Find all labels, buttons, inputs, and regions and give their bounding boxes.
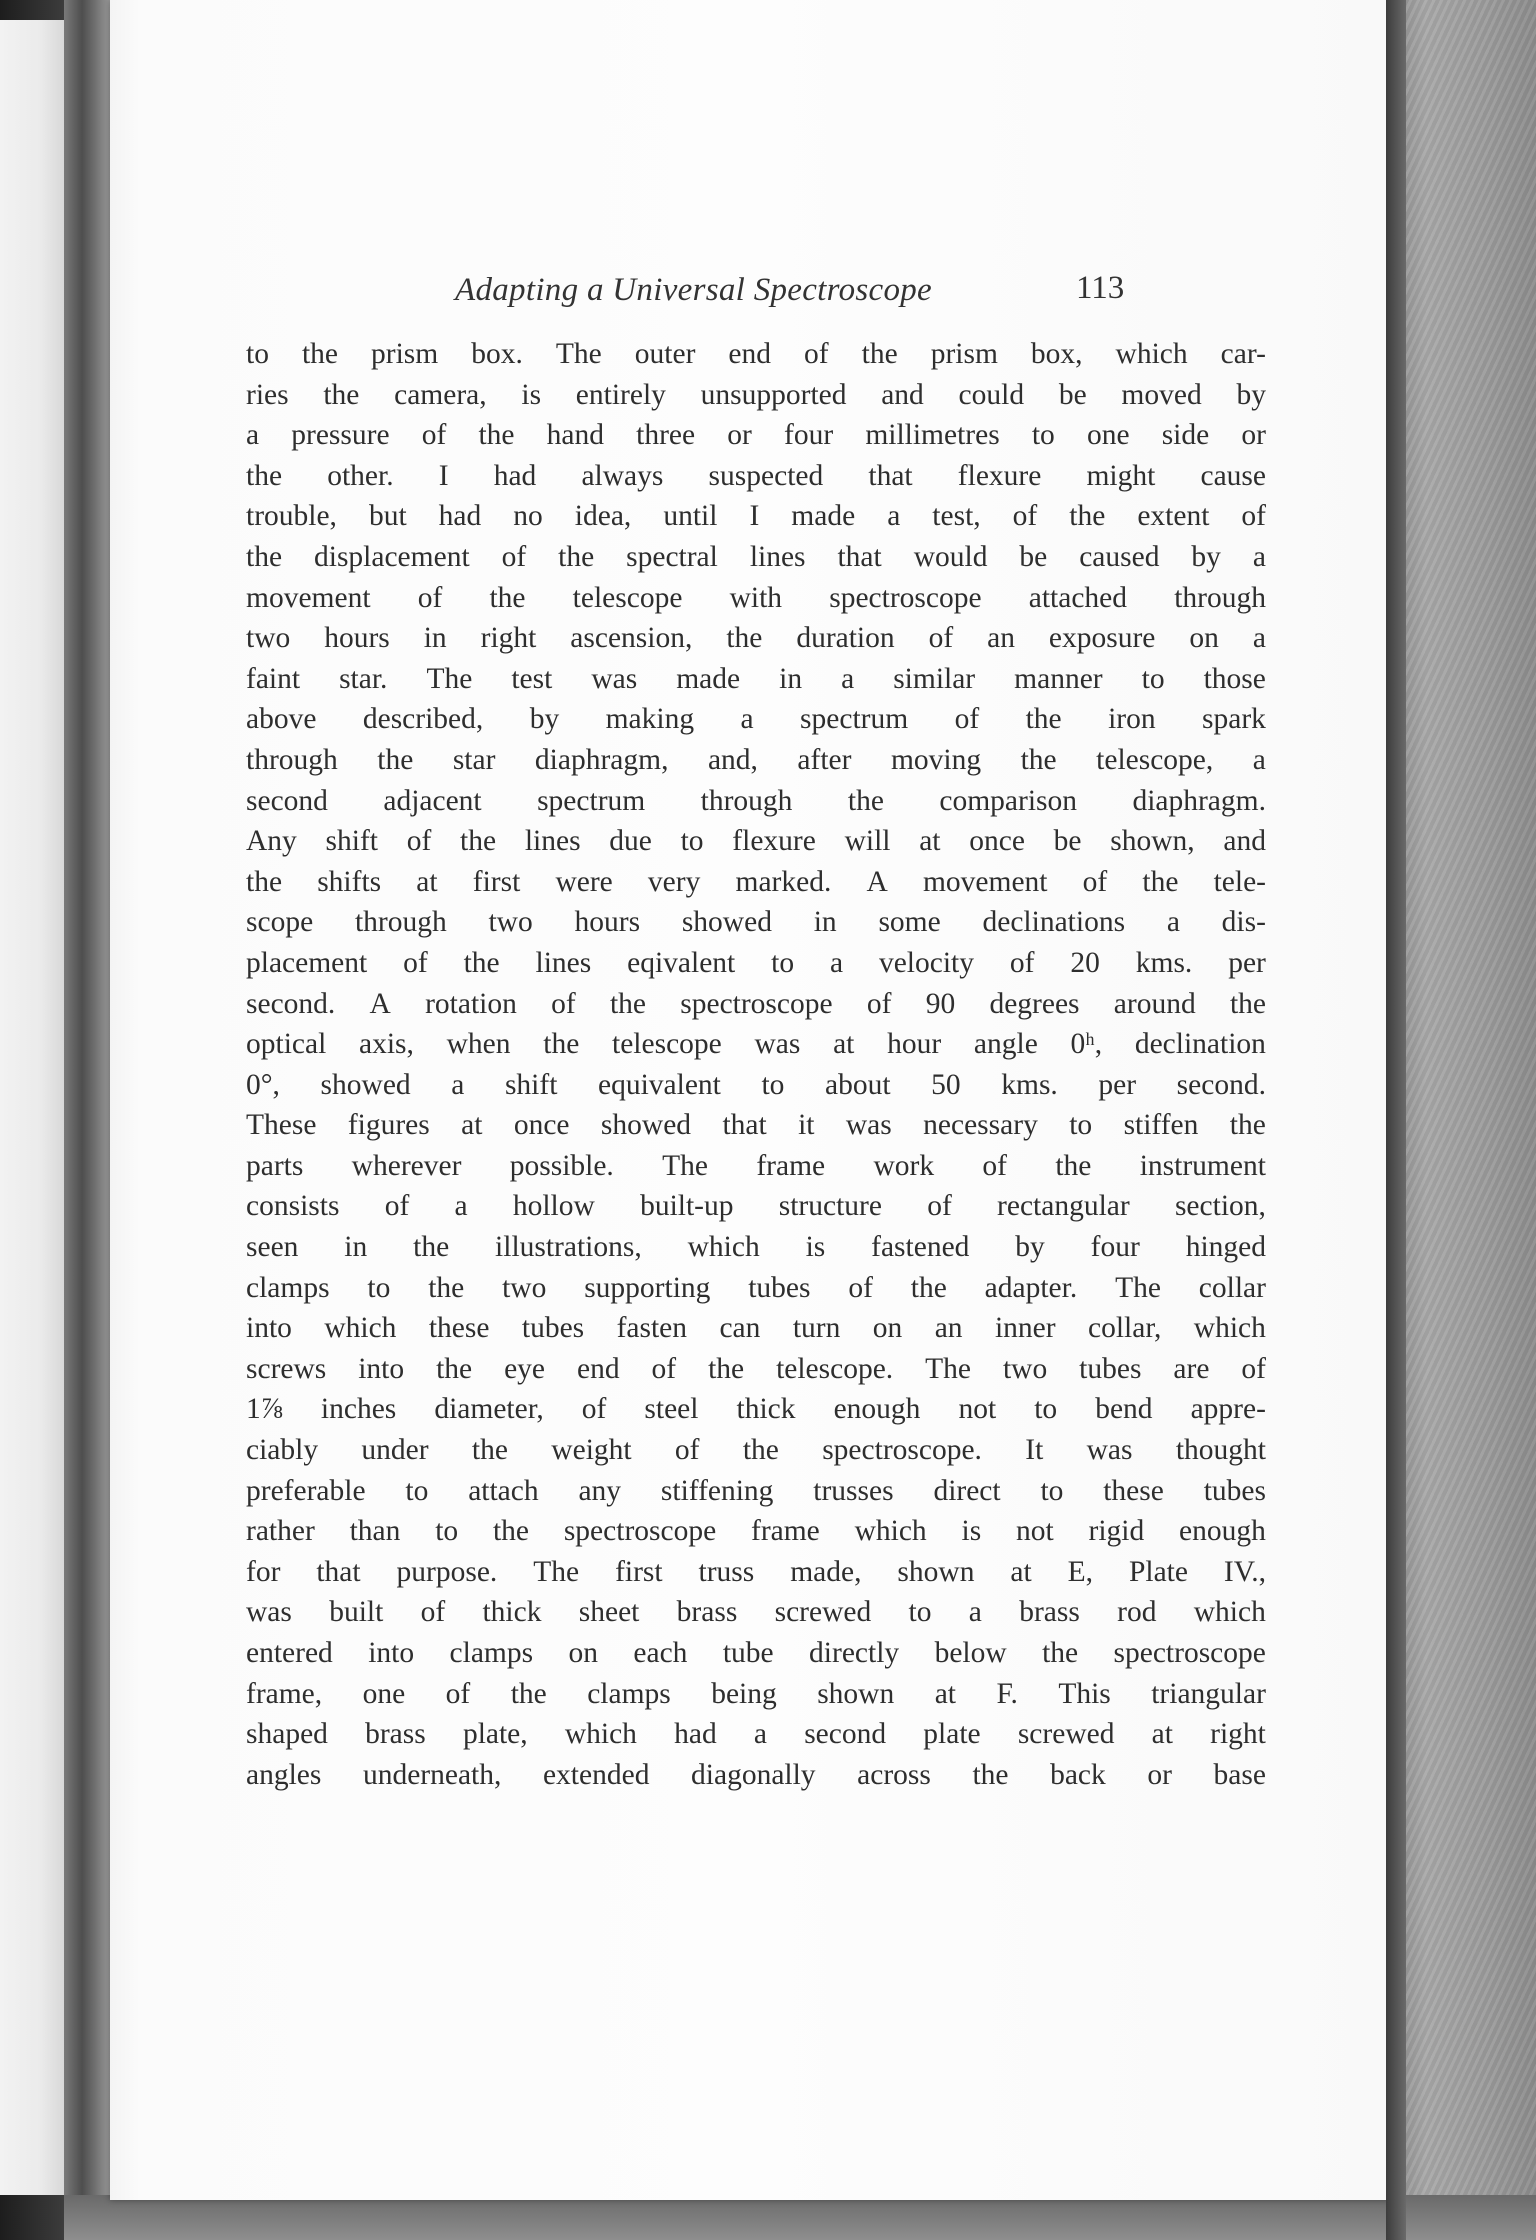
- text-line: movement of the telescope with spectroscope attached through: [246, 581, 1266, 614]
- text-line: optical axis, when the telescope was at hour angle 0ʰ, declination: [246, 1028, 1266, 1061]
- text-line: 0°, showed a shift equivalent to about 50 kms. per second.: [246, 1068, 1266, 1101]
- text-line: 1⅞ inches diameter, of steel thick enough not to bend appre-: [246, 1393, 1266, 1426]
- text-line: to the prism box. The outer end of the prism box, which car-: [246, 338, 1266, 370]
- text-line: two hours in right ascension, the duration of an exposure on a: [246, 622, 1266, 655]
- text-line: consists of a hollow built-up structure of rectangular section,: [246, 1190, 1266, 1223]
- text-line: angles underneath, extended diagonally across the back or base: [246, 1758, 1266, 1791]
- book-page: [110, 0, 1390, 2200]
- text-line: the other. I had always suspected that flexure might cause: [246, 459, 1266, 492]
- text-line: was built of thick sheet brass screwed to a brass rod which: [246, 1596, 1266, 1629]
- text-line: for that purpose. The first truss made, shown at E, Plate IV.,: [246, 1555, 1266, 1588]
- text-line: Any shift of the lines due to flexure will at once be shown, and: [246, 825, 1266, 858]
- text-line: seen in the illustrations, which is fastened by four hinged: [246, 1231, 1266, 1264]
- text-line: These figures at once showed that it was necessary to stiffen the: [246, 1109, 1266, 1142]
- text-line: scope through two hours showed in some declinations a dis-: [246, 906, 1266, 939]
- text-line: entered into clamps on each tube directly below the spectroscope: [246, 1637, 1266, 1669]
- text-line: parts wherever possible. The frame work of the instrument: [246, 1149, 1266, 1182]
- scanner-background-right: [1386, 0, 1536, 2240]
- text-line: second adjacent spectrum through the comparison diaphragm.: [246, 784, 1266, 817]
- text-line: ciably under the weight of the spectroscope. It was thought: [246, 1434, 1266, 1467]
- running-header: [110, 270, 1390, 320]
- text-line: shaped brass plate, which had a second plate screwed at right: [246, 1718, 1266, 1751]
- page-number: 113: [1076, 270, 1125, 306]
- text-line: through the star diaphragm, and, after moving the telescope, a: [246, 743, 1266, 776]
- text-line: clamps to the two supporting tubes of the adapter. The collar: [246, 1271, 1266, 1304]
- text-line: preferable to attach any stiffening trusses direct to these tubes: [246, 1474, 1266, 1507]
- text-line: into which these tubes fasten can turn on an inner collar, which: [246, 1312, 1266, 1345]
- text-line: ries the camera, is entirely unsupported and could be moved by: [246, 378, 1266, 411]
- text-line: placement of the lines eqivalent to a velocity of 20 kms. per: [246, 946, 1266, 979]
- text-line: screws into the eye end of the telescope. The two tubes are of: [246, 1352, 1266, 1385]
- running-title: Adapting a Universal Spectroscope: [455, 272, 933, 308]
- text-line: a pressure of the hand three or four millimetres to one side or: [246, 419, 1266, 452]
- text-line: trouble, but had no idea, until I made a test, of the extent of: [246, 500, 1266, 533]
- book-gutter: [64, 0, 110, 2240]
- text-line: second. A rotation of the spectroscope of 90 degrees around the: [246, 987, 1266, 1020]
- text-line: above described, by making a spectrum of the iron spark: [246, 703, 1266, 736]
- page-edge-shadow: [1386, 0, 1406, 2240]
- text-line: frame, one of the clamps being shown at F. This triangular: [246, 1677, 1266, 1710]
- facing-page-edge: [0, 20, 64, 2195]
- text-line: faint star. The test was made in a similar manner to those: [246, 662, 1266, 695]
- text-line: the displacement of the spectral lines that would be caused by a: [246, 540, 1266, 573]
- text-line: the shifts at first were very marked. A movement of the tele-: [246, 865, 1266, 898]
- body-text: [246, 334, 1266, 1795]
- text-line: rather than to the spectroscope frame which is not rigid enough: [246, 1515, 1266, 1548]
- scanner-background-bottom: [64, 2195, 1536, 2240]
